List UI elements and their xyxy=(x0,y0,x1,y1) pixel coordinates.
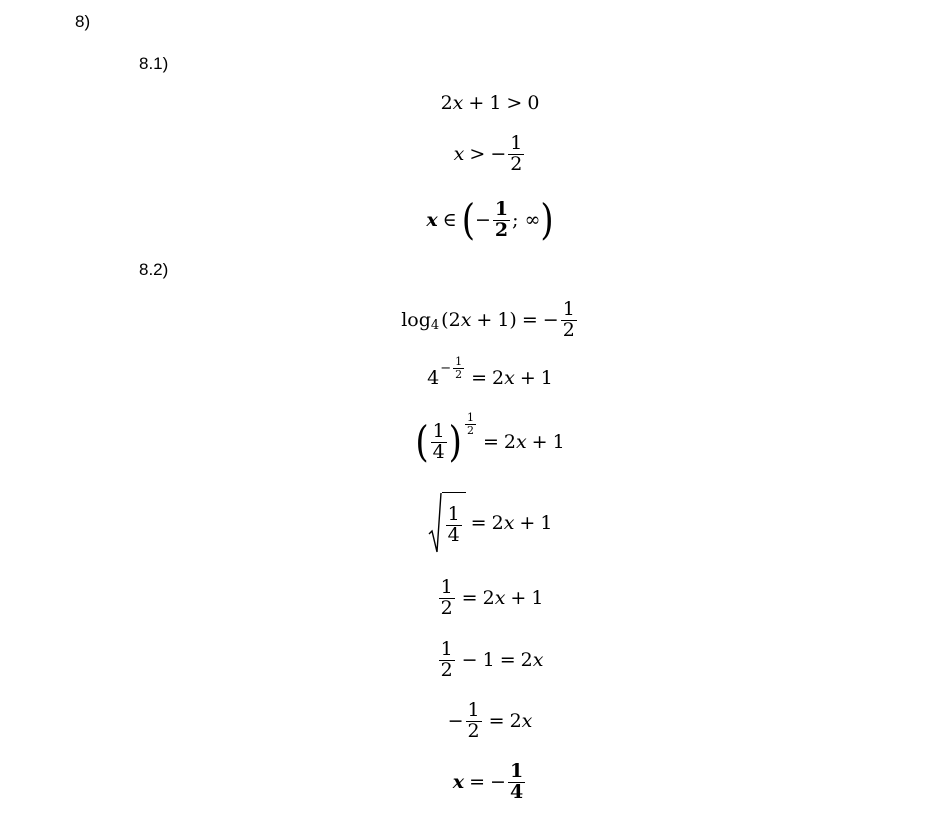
denominator: 4 xyxy=(509,780,524,803)
operator: ∈ xyxy=(442,208,457,231)
number: 4 xyxy=(427,366,440,389)
operator: − xyxy=(461,648,478,671)
number: 2 xyxy=(509,709,522,732)
fraction xyxy=(431,422,447,463)
numerator: 1 xyxy=(440,638,453,660)
fraction xyxy=(446,502,462,546)
denominator: 2 xyxy=(440,658,453,681)
denominator: 2 xyxy=(467,719,480,742)
number: 1 xyxy=(531,586,544,609)
number: 1 xyxy=(482,648,495,671)
denominator: 2 xyxy=(562,318,575,341)
right-parenthesis: ) xyxy=(540,195,554,246)
numerator: 1 xyxy=(494,198,509,220)
equation-8-1-line-1 xyxy=(0,94,928,113)
right-parenthesis: ) xyxy=(509,308,517,331)
operator: = xyxy=(470,511,487,534)
separator: ; xyxy=(512,208,519,231)
variable: x xyxy=(532,648,544,671)
operator: − xyxy=(542,308,559,331)
log-function: log xyxy=(401,308,431,331)
number: 2 xyxy=(448,308,461,331)
numerator: 1 xyxy=(509,760,524,782)
equation-8-2-line-2 xyxy=(0,355,928,390)
operator: > xyxy=(506,92,523,114)
number: 2 xyxy=(440,92,453,114)
operator: = xyxy=(482,430,499,453)
number: 1 xyxy=(497,308,510,331)
number: 1 xyxy=(540,511,553,534)
variable: x xyxy=(503,511,515,534)
operator: − xyxy=(440,360,452,376)
equation-8-2-line-7 xyxy=(0,701,928,742)
operator: − xyxy=(490,142,507,165)
denominator: 2 xyxy=(494,218,509,241)
equation-8-1-answer xyxy=(0,195,928,246)
variable: x xyxy=(452,92,464,114)
number: 2 xyxy=(491,511,504,534)
equation-8-2-line-6 xyxy=(0,640,928,681)
square-root xyxy=(428,492,466,554)
variable: x xyxy=(452,770,465,793)
fraction xyxy=(465,412,476,436)
equation-8-2-answer xyxy=(0,762,928,803)
numerator: 1 xyxy=(510,132,523,154)
number: 2 xyxy=(520,648,533,671)
exponent xyxy=(463,412,478,436)
numerator: 1 xyxy=(466,411,474,425)
fraction xyxy=(439,640,455,681)
operator: = xyxy=(521,308,538,331)
operator: + xyxy=(476,308,493,331)
numerator: 1 xyxy=(467,699,480,721)
fraction xyxy=(453,356,464,380)
numerator: 1 xyxy=(562,298,575,320)
operator: − xyxy=(447,709,464,732)
number: 2 xyxy=(503,430,516,453)
fraction xyxy=(466,701,482,742)
number: 0 xyxy=(527,92,540,114)
denominator: 4 xyxy=(432,440,445,463)
number: 1 xyxy=(489,92,502,114)
equation-8-2-line-5 xyxy=(0,578,928,619)
problem-number: 8) xyxy=(75,12,91,31)
exponent xyxy=(440,356,466,380)
equation-8-2-line-1 xyxy=(0,300,928,341)
denominator: 4 xyxy=(447,523,460,546)
operator: > xyxy=(469,142,486,165)
variable: x xyxy=(494,586,506,609)
operator: − xyxy=(475,208,491,231)
fraction xyxy=(508,134,524,175)
left-parenthesis: ( xyxy=(441,308,449,331)
variable: x xyxy=(515,430,527,453)
operator: = xyxy=(469,770,486,793)
operator: + xyxy=(519,511,536,534)
part-label-8-1: 8.1) xyxy=(139,54,169,73)
operator: + xyxy=(531,430,548,453)
operator: = xyxy=(488,709,505,732)
variable: x xyxy=(460,308,472,331)
equation-8-2-line-4 xyxy=(0,492,928,554)
operator: = xyxy=(471,366,488,389)
operator: = xyxy=(499,648,516,671)
fraction xyxy=(508,762,525,803)
infinity-symbol: ∞ xyxy=(524,208,541,231)
left-parenthesis: ( xyxy=(415,417,429,468)
denominator: 2 xyxy=(510,152,523,175)
operator: − xyxy=(490,770,506,793)
log-base: 4 xyxy=(430,317,440,333)
denominator: 2 xyxy=(455,367,463,381)
denominator: 2 xyxy=(440,596,453,619)
radicand xyxy=(442,492,466,554)
radical-sign-icon xyxy=(428,492,442,554)
number: 1 xyxy=(552,430,565,453)
equation-8-1-line-2 xyxy=(0,134,928,175)
operator: = xyxy=(461,586,478,609)
fraction xyxy=(561,300,577,341)
variable: x xyxy=(426,208,438,231)
numerator: 1 xyxy=(455,355,463,368)
variable: x xyxy=(504,366,515,389)
right-parenthesis: ) xyxy=(448,417,462,468)
part-label-8-2: 8.2) xyxy=(139,260,169,279)
numerator: 1 xyxy=(432,420,445,442)
variable: x xyxy=(521,709,533,732)
operator: + xyxy=(519,366,536,389)
number: 1 xyxy=(540,366,553,389)
left-parenthesis: ( xyxy=(461,195,475,246)
operator: + xyxy=(510,586,527,609)
fraction xyxy=(439,578,455,619)
variable: x xyxy=(453,142,465,165)
denominator: 2 xyxy=(466,423,474,437)
number: 2 xyxy=(492,366,505,389)
operator: + xyxy=(468,92,485,114)
numerator: 1 xyxy=(440,576,453,598)
fraction xyxy=(493,200,510,241)
number: 2 xyxy=(482,586,495,609)
numerator: 1 xyxy=(447,502,460,525)
equation-8-2-line-3 xyxy=(0,411,928,468)
